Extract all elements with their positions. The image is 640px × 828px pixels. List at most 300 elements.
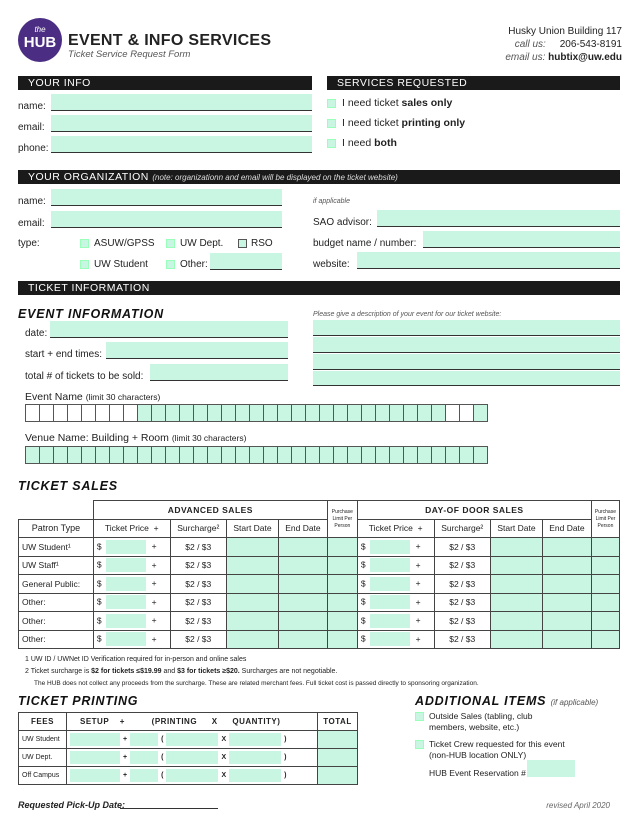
venue-name-char-cell[interactable] bbox=[96, 447, 110, 464]
dollar-sign: $ bbox=[360, 615, 366, 625]
plus-sign: + bbox=[415, 615, 421, 625]
plus-sign: + bbox=[151, 633, 157, 644]
dayof-start-cell[interactable] bbox=[490, 575, 542, 594]
date-label: date: bbox=[25, 328, 48, 339]
dayof-surcharge-cell: $2 / $3 bbox=[434, 612, 490, 631]
adv-start-cell[interactable] bbox=[226, 538, 278, 557]
dayof-end-cell[interactable] bbox=[543, 612, 592, 631]
fn2-d: $3 for tickets ≥$20. bbox=[177, 668, 240, 675]
setup-input[interactable] bbox=[70, 733, 120, 746]
plus-sign: + bbox=[123, 772, 128, 780]
dayof-start-cell[interactable] bbox=[490, 556, 542, 575]
adv-price-input[interactable] bbox=[106, 632, 146, 646]
printing-formula-cell[interactable] bbox=[67, 767, 318, 785]
adv-start-cell[interactable] bbox=[226, 575, 278, 594]
event-name-cells[interactable] bbox=[25, 404, 488, 422]
uwstudent-label: UW Student bbox=[94, 259, 148, 270]
printing-open-input[interactable] bbox=[130, 733, 158, 746]
printing-only-pre: I need ticket bbox=[342, 117, 402, 129]
sao-label: SAO advisor: bbox=[313, 217, 372, 228]
contact-phone: 206-543-8191 bbox=[559, 39, 622, 50]
dayof-price-input[interactable] bbox=[370, 595, 410, 609]
event-name-char-cell[interactable] bbox=[376, 405, 390, 422]
sales-row bbox=[19, 612, 620, 631]
adv-end-cell[interactable] bbox=[279, 538, 328, 557]
dayof-surcharge-cell: $2 / $3 bbox=[434, 556, 490, 575]
printing-total-cell[interactable] bbox=[318, 749, 358, 767]
dayof-price-cell[interactable] bbox=[357, 538, 434, 557]
adv-limit-cell[interactable] bbox=[327, 593, 357, 612]
plus-sign: + bbox=[415, 578, 421, 588]
times-sign: X bbox=[221, 754, 227, 762]
organization-bar bbox=[18, 170, 620, 184]
dayof-sales-header: DAY-OF DOOR SALES bbox=[357, 501, 591, 520]
event-name-char-cell[interactable] bbox=[68, 405, 82, 422]
address: Husky Union Building 117 bbox=[508, 26, 622, 37]
adv-start-cell[interactable] bbox=[226, 612, 278, 631]
close-paren: ) bbox=[284, 754, 287, 762]
ticket-printing-heading: TICKET PRINTING bbox=[18, 694, 139, 708]
patron-type-cell: General Public: bbox=[19, 575, 94, 594]
open-paren: ( bbox=[161, 736, 164, 744]
org-type-label: type: bbox=[18, 238, 40, 249]
adv-end-cell[interactable] bbox=[279, 630, 328, 649]
sales-row bbox=[19, 630, 620, 649]
ticket-printing-table bbox=[18, 712, 358, 785]
adv-end-header: End Date bbox=[279, 519, 328, 538]
venue-name-char-cell[interactable] bbox=[264, 447, 278, 464]
adv-end-cell[interactable] bbox=[279, 556, 328, 575]
page-subtitle: Ticket Service Request Form bbox=[68, 49, 191, 60]
printing-total-cell[interactable] bbox=[318, 731, 358, 749]
dollar-sign: $ bbox=[96, 633, 102, 644]
if-applicable-note: if applicable bbox=[313, 198, 350, 205]
dayof-end-cell[interactable] bbox=[543, 575, 592, 594]
venue-name-cells[interactable] bbox=[25, 446, 488, 464]
venue-name-char-cell[interactable] bbox=[54, 447, 68, 464]
venue-name-char-cell[interactable] bbox=[432, 447, 446, 464]
call-label: call us: bbox=[514, 39, 546, 50]
venue-name-char-cell[interactable] bbox=[278, 447, 292, 464]
printing-total-cell[interactable] bbox=[318, 767, 358, 785]
venue-name-char-cell[interactable] bbox=[124, 447, 138, 464]
event-name-limit: (limit 30 characters) bbox=[85, 392, 161, 402]
services-bar: SERVICES REQUESTED bbox=[327, 76, 620, 90]
adv-end-cell[interactable] bbox=[279, 593, 328, 612]
adv-start-cell[interactable] bbox=[226, 630, 278, 649]
footnote-3: The HUB does not collect any proceeds from the surcharge. These are related merchant fees. Full ticket cost is passed directly to sponsoring organization. bbox=[34, 680, 479, 687]
adv-limit-cell[interactable] bbox=[327, 575, 357, 594]
outside-sales-l1: Outside Sales (tabling, club bbox=[429, 711, 533, 721]
venue-name-char-cell[interactable] bbox=[362, 447, 376, 464]
venue-name-char-cell[interactable] bbox=[82, 447, 96, 464]
adv-price-cell[interactable] bbox=[93, 538, 170, 557]
dayof-surcharge-cell: $2 / $3 bbox=[434, 593, 490, 612]
sales-only-pre: I need ticket bbox=[342, 97, 402, 109]
info-email-label: email: bbox=[18, 122, 45, 133]
event-name-label bbox=[25, 391, 160, 403]
dayof-price-cell[interactable] bbox=[357, 593, 434, 612]
adv-end-cell[interactable] bbox=[279, 575, 328, 594]
dayof-price-input[interactable] bbox=[370, 577, 410, 591]
adv-price-cell[interactable] bbox=[93, 556, 170, 575]
dayof-start-cell[interactable] bbox=[490, 538, 542, 557]
date-field[interactable] bbox=[50, 321, 288, 338]
organization-bar-title: YOUR ORGANIZATION bbox=[28, 171, 149, 183]
rso-label: RSO bbox=[251, 238, 273, 249]
times-label: start + end times: bbox=[25, 349, 102, 360]
contact-block bbox=[505, 25, 622, 64]
info-email-field[interactable] bbox=[51, 115, 312, 132]
open-paren: ( bbox=[161, 772, 164, 780]
event-name-char-cell[interactable] bbox=[124, 405, 138, 422]
printing-open-input[interactable] bbox=[130, 769, 158, 782]
printing-open-input[interactable] bbox=[130, 751, 158, 764]
adv-surcharge-header: Surcharge² bbox=[170, 519, 226, 538]
event-name-char-cell[interactable] bbox=[446, 405, 460, 422]
description-line-2[interactable] bbox=[313, 337, 620, 353]
other-type-field[interactable] bbox=[210, 253, 282, 270]
printing-rate-input[interactable] bbox=[166, 751, 218, 764]
dayof-limit-cell[interactable] bbox=[591, 612, 619, 631]
event-name-char-cell[interactable] bbox=[292, 405, 306, 422]
venue-name-char-cell[interactable] bbox=[250, 447, 264, 464]
venue-name-char-cell[interactable] bbox=[418, 447, 432, 464]
dayof-start-cell[interactable] bbox=[490, 612, 542, 631]
org-name-field[interactable] bbox=[51, 189, 282, 206]
event-name-char-cell[interactable] bbox=[390, 405, 404, 422]
email-us-label: email us: bbox=[505, 52, 546, 63]
plus-sign: + bbox=[151, 596, 157, 607]
adv-surcharge-cell: $2 / $3 bbox=[170, 612, 226, 631]
dollar-sign: $ bbox=[96, 615, 102, 625]
patron-type-cell: Other: bbox=[19, 612, 94, 631]
venue-name-char-cell[interactable] bbox=[68, 447, 82, 464]
dayof-price-cell[interactable] bbox=[357, 575, 434, 594]
venue-name-char-cell[interactable] bbox=[334, 447, 348, 464]
both-pre: I need bbox=[342, 137, 375, 149]
hub-logo bbox=[18, 18, 62, 62]
setup-input[interactable] bbox=[70, 751, 120, 764]
dayof-limit-cell[interactable] bbox=[591, 556, 619, 575]
venue-name-char-cell[interactable] bbox=[40, 447, 54, 464]
event-name-char-cell[interactable] bbox=[264, 405, 278, 422]
quantity-input[interactable] bbox=[229, 769, 281, 782]
venue-name-char-cell[interactable] bbox=[138, 447, 152, 464]
event-name-char-cell[interactable] bbox=[26, 405, 40, 422]
sao-field[interactable] bbox=[377, 210, 620, 227]
fn2-b: $2 for tickets ≤$19.99 bbox=[91, 668, 162, 675]
adv-price-cell[interactable] bbox=[93, 612, 170, 631]
venue-name-char-cell[interactable] bbox=[194, 447, 208, 464]
formula-plus: + bbox=[119, 717, 125, 726]
info-name-field[interactable] bbox=[51, 94, 312, 111]
venue-name-char-cell[interactable] bbox=[110, 447, 124, 464]
venue-name-char-cell[interactable] bbox=[180, 447, 194, 464]
times-sign: X bbox=[221, 772, 227, 780]
sales-only-bold: sales only bbox=[401, 97, 453, 109]
venue-name-char-cell[interactable] bbox=[222, 447, 236, 464]
pickup-label: Requested Pick-Up Date: bbox=[18, 800, 126, 810]
event-name-char-cell[interactable] bbox=[348, 405, 362, 422]
info-name-label: name: bbox=[18, 101, 46, 112]
footnote-1: 1 UW ID / UWNet ID Verification required for in-person and online sales bbox=[25, 656, 247, 663]
additional-if-applicable: (if applicable) bbox=[550, 698, 599, 707]
contact-email[interactable]: hubtix@uw.edu bbox=[548, 52, 622, 63]
sales-only-label bbox=[342, 97, 452, 109]
org-email-field[interactable] bbox=[51, 211, 282, 228]
email-line bbox=[505, 51, 622, 64]
dayof-end-cell[interactable] bbox=[543, 593, 592, 612]
dayof-end-cell[interactable] bbox=[543, 630, 592, 649]
sales-row bbox=[19, 593, 620, 612]
venue-name-char-cell[interactable] bbox=[348, 447, 362, 464]
ticket-sales-table bbox=[18, 500, 620, 649]
venue-name-char-cell[interactable] bbox=[208, 447, 222, 464]
adv-price-input[interactable] bbox=[106, 614, 146, 628]
venue-name-char-cell[interactable] bbox=[404, 447, 418, 464]
plus-sign: + bbox=[123, 754, 128, 762]
venue-name-char-cell[interactable] bbox=[390, 447, 404, 464]
printing-fee-type: Off Campus bbox=[19, 767, 67, 785]
fn2-e: Surcharges are not negotiable. bbox=[239, 668, 338, 675]
event-name-char-cell[interactable] bbox=[40, 405, 54, 422]
additional-title: ADDITIONAL ITEMS bbox=[415, 694, 547, 708]
dayof-limit-cell[interactable] bbox=[591, 575, 619, 594]
event-name-char-cell[interactable] bbox=[96, 405, 110, 422]
dollar-sign: $ bbox=[96, 541, 102, 551]
budget-field[interactable] bbox=[423, 231, 620, 248]
adv-limit-cell[interactable] bbox=[327, 630, 357, 649]
dayof-price-cell[interactable] bbox=[357, 556, 434, 575]
pickup-field[interactable] bbox=[120, 794, 218, 809]
event-name-char-cell[interactable] bbox=[152, 405, 166, 422]
logo-small-text: the bbox=[34, 25, 46, 34]
venue-name-char-cell[interactable] bbox=[236, 447, 250, 464]
dayof-limit-cell[interactable] bbox=[591, 630, 619, 649]
adv-start-cell[interactable] bbox=[226, 593, 278, 612]
event-name-char-cell[interactable] bbox=[432, 405, 446, 422]
dayof-price-input[interactable] bbox=[370, 540, 410, 554]
event-name-char-cell[interactable] bbox=[362, 405, 376, 422]
event-name-char-cell[interactable] bbox=[474, 405, 488, 422]
dayof-start-cell[interactable] bbox=[490, 593, 542, 612]
venue-name-char-cell[interactable] bbox=[306, 447, 320, 464]
both-checkbox[interactable] bbox=[327, 139, 336, 148]
dayof-limit-cell[interactable] bbox=[591, 538, 619, 557]
event-name-char-cell[interactable] bbox=[110, 405, 124, 422]
venue-name-char-cell[interactable] bbox=[474, 447, 488, 464]
close-paren: ) bbox=[284, 772, 287, 780]
total-tickets-field[interactable] bbox=[150, 364, 288, 381]
printing-formula-cell[interactable] bbox=[67, 749, 318, 767]
dayof-plus-text: + bbox=[417, 523, 423, 534]
close-paren: ) bbox=[284, 736, 287, 744]
formula-x: X bbox=[211, 717, 218, 726]
info-phone-field[interactable] bbox=[51, 136, 312, 153]
venue-name-char-cell[interactable] bbox=[376, 447, 390, 464]
quantity-input[interactable] bbox=[229, 733, 281, 746]
uwdept-label: UW Dept. bbox=[180, 238, 224, 249]
dayof-price-input[interactable] bbox=[370, 632, 410, 646]
asuw-checkbox[interactable] bbox=[80, 239, 89, 248]
plus-sign: + bbox=[415, 596, 421, 607]
event-name-char-cell[interactable] bbox=[236, 405, 250, 422]
printing-row bbox=[19, 767, 358, 785]
asuw-label: ASUW/GPSS bbox=[94, 238, 155, 249]
event-name-char-cell[interactable] bbox=[208, 405, 222, 422]
description-line-1[interactable] bbox=[313, 320, 620, 336]
printing-rate-input[interactable] bbox=[166, 769, 218, 782]
venue-name-grid[interactable] bbox=[25, 446, 488, 464]
plus-sign: + bbox=[151, 578, 157, 588]
printing-text: (PRINTING bbox=[151, 717, 198, 726]
event-name-char-cell[interactable] bbox=[166, 405, 180, 422]
setup-input[interactable] bbox=[70, 769, 120, 782]
patron-type-cell: Other: bbox=[19, 630, 94, 649]
additional-heading bbox=[415, 694, 598, 708]
total-tickets-label: total # of tickets to be sold: bbox=[25, 371, 144, 382]
dayof-end-cell[interactable] bbox=[543, 538, 592, 557]
dayof-surcharge-cell: $2 / $3 bbox=[434, 575, 490, 594]
adv-end-cell[interactable] bbox=[279, 612, 328, 631]
adv-surcharge-cell: $2 / $3 bbox=[170, 538, 226, 557]
event-name-char-cell[interactable] bbox=[320, 405, 334, 422]
other-type-checkbox[interactable] bbox=[166, 260, 175, 269]
sales-row bbox=[19, 538, 620, 557]
description-prompt: Please give a description of your event for our ticket website: bbox=[313, 311, 502, 318]
venue-name-char-cell[interactable] bbox=[292, 447, 306, 464]
printing-formula-cell[interactable] bbox=[67, 731, 318, 749]
dollar-sign: $ bbox=[96, 596, 102, 607]
outside-sales-label bbox=[429, 711, 532, 733]
event-name-char-cell[interactable] bbox=[180, 405, 194, 422]
dayof-surcharge-cell: $2 / $3 bbox=[434, 538, 490, 557]
total-header: TOTAL bbox=[318, 713, 358, 731]
description-line-4[interactable] bbox=[313, 371, 620, 386]
quantity-text: QUANTITY) bbox=[232, 717, 281, 726]
dayof-end-header: End Date bbox=[543, 519, 592, 538]
adv-surcharge-cell: $2 / $3 bbox=[170, 575, 226, 594]
venue-name-char-cell[interactable] bbox=[26, 447, 40, 464]
event-name-char-cell[interactable] bbox=[334, 405, 348, 422]
dayof-price-input[interactable] bbox=[370, 614, 410, 628]
patron-type-header: Patron Type bbox=[19, 519, 94, 538]
event-name-char-cell[interactable] bbox=[54, 405, 68, 422]
advanced-sales-header: ADVANCED SALES bbox=[93, 501, 327, 520]
venue-name-char-cell[interactable] bbox=[320, 447, 334, 464]
event-name-char-cell[interactable] bbox=[418, 405, 432, 422]
adv-price-input[interactable] bbox=[106, 577, 146, 591]
adv-surcharge-cell: $2 / $3 bbox=[170, 630, 226, 649]
ticket-crew-l2: (non-HUB location ONLY) bbox=[429, 750, 527, 760]
dayof-price-input[interactable] bbox=[370, 558, 410, 572]
dayof-price-header bbox=[357, 519, 434, 538]
venue-name-char-cell[interactable] bbox=[446, 447, 460, 464]
adv-price-cell[interactable] bbox=[93, 630, 170, 649]
venue-title: Venue Name: Building + Room bbox=[25, 432, 169, 444]
revised-date: revised April 2020 bbox=[546, 801, 610, 810]
times-field[interactable] bbox=[106, 342, 288, 359]
event-name-char-cell[interactable] bbox=[82, 405, 96, 422]
plus-sign: + bbox=[415, 541, 421, 551]
printing-fee-type: UW Dept. bbox=[19, 749, 67, 767]
dayof-surcharge-cell: $2 / $3 bbox=[434, 630, 490, 649]
ticket-crew-checkbox[interactable] bbox=[415, 740, 424, 749]
dayof-end-cell[interactable] bbox=[543, 556, 592, 575]
reservation-label: HUB Event Reservation # bbox=[429, 768, 526, 778]
venue-limit: (limit 30 characters) bbox=[171, 433, 247, 443]
adv-surcharge-cell: $2 / $3 bbox=[170, 593, 226, 612]
adv-price-cell[interactable] bbox=[93, 593, 170, 612]
plus-sign: + bbox=[415, 559, 421, 570]
dollar-sign: $ bbox=[96, 559, 102, 570]
fn2-a: 2 Ticket surcharge is bbox=[25, 668, 92, 675]
adv-surcharge-cell: $2 / $3 bbox=[170, 556, 226, 575]
venue-name-char-cell[interactable] bbox=[166, 447, 180, 464]
dayof-limit-cell[interactable] bbox=[591, 593, 619, 612]
reservation-field[interactable] bbox=[527, 760, 575, 777]
dayof-price-cell[interactable] bbox=[357, 612, 434, 631]
fees-header: FEES bbox=[19, 713, 67, 731]
dayof-price-cell[interactable] bbox=[357, 630, 434, 649]
adv-start-header: Start Date bbox=[226, 519, 278, 538]
ticket-crew-label bbox=[429, 739, 565, 761]
event-name-char-cell[interactable] bbox=[404, 405, 418, 422]
event-name-char-cell[interactable] bbox=[250, 405, 264, 422]
adv-price-input[interactable] bbox=[106, 558, 146, 572]
ticket-crew-l1: Ticket Crew requested for this event bbox=[429, 739, 565, 749]
event-name-char-cell[interactable] bbox=[138, 405, 152, 422]
venue-name-char-cell[interactable] bbox=[460, 447, 474, 464]
printing-only-bold: printing only bbox=[401, 117, 466, 129]
ticket-info-bar: TICKET INFORMATION bbox=[18, 281, 620, 295]
adv-limit-cell[interactable] bbox=[327, 556, 357, 575]
website-field[interactable] bbox=[357, 252, 620, 269]
printing-rate-input[interactable] bbox=[166, 733, 218, 746]
adv-start-cell[interactable] bbox=[226, 556, 278, 575]
event-name-char-cell[interactable] bbox=[306, 405, 320, 422]
outside-sales-l2: members, website, etc.) bbox=[429, 722, 520, 732]
outside-sales-checkbox[interactable] bbox=[415, 712, 424, 721]
uwdept-checkbox[interactable] bbox=[166, 239, 175, 248]
uwstudent-checkbox[interactable] bbox=[80, 260, 89, 269]
event-name-char-cell[interactable] bbox=[278, 405, 292, 422]
event-name-char-cell[interactable] bbox=[222, 405, 236, 422]
adv-limit-header: Purchase Limit Per Person bbox=[327, 501, 357, 538]
adv-limit-cell[interactable] bbox=[327, 612, 357, 631]
budget-label: budget name / number: bbox=[313, 238, 417, 249]
adv-price-input[interactable] bbox=[106, 595, 146, 609]
adv-plus-text: + bbox=[153, 523, 159, 534]
description-line-3[interactable] bbox=[313, 354, 620, 370]
event-name-grid[interactable] bbox=[25, 404, 488, 422]
dayof-start-cell[interactable] bbox=[490, 630, 542, 649]
adv-limit-cell[interactable] bbox=[327, 538, 357, 557]
printing-only-checkbox[interactable] bbox=[327, 119, 336, 128]
sales-only-checkbox[interactable] bbox=[327, 99, 336, 108]
dayof-start-header: Start Date bbox=[490, 519, 542, 538]
event-name-char-cell[interactable] bbox=[460, 405, 474, 422]
dollar-sign: $ bbox=[360, 578, 366, 588]
adv-price-cell[interactable] bbox=[93, 575, 170, 594]
quantity-input[interactable] bbox=[229, 751, 281, 764]
dollar-sign: $ bbox=[96, 578, 102, 588]
venue-name-char-cell[interactable] bbox=[152, 447, 166, 464]
rso-checkbox[interactable] bbox=[238, 239, 247, 248]
event-name-char-cell[interactable] bbox=[194, 405, 208, 422]
adv-price-input[interactable] bbox=[106, 540, 146, 554]
